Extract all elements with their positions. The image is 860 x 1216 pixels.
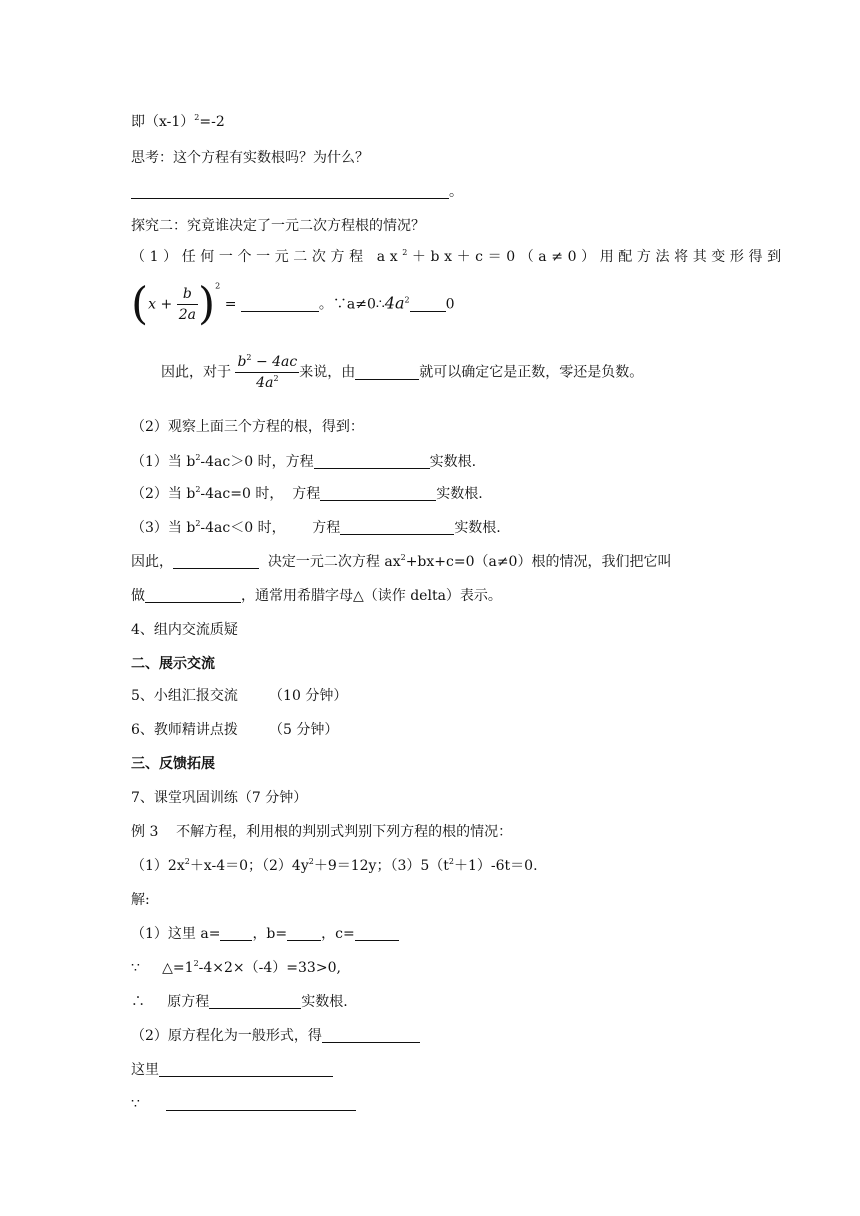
coefficients-line: （1）这里 a= ，b= ，c= [131, 924, 399, 944]
here-line: 这里 [131, 1060, 333, 1080]
example-equations: $(1)2x^2+x-4=0$；$(2)4y^2+9=12y$；$(3)5(t^2+1)-6t=0$. [131, 857, 538, 874]
think-question: 思考：这个方程有实数根吗？为什么？ [131, 150, 369, 166]
class-practice: 7、课堂巩固训练（7 分钟） [131, 790, 308, 806]
a-blank[interactable] [220, 925, 252, 941]
solution-label: 解: [131, 892, 150, 908]
root-conclusion-blank[interactable] [209, 993, 301, 1009]
equation-blank[interactable] [241, 296, 319, 312]
case-positive-blank[interactable] [314, 453, 430, 469]
discriminant-sentence: 因此，对于 $\frac{b^2 - 4ac}{4a^2}$ 来说，由 就可以确定它是正数，零还是负数。 [161, 353, 644, 391]
observe-roots: （2）观察上面三个方程的根，得到： [131, 419, 364, 435]
root-conclusion: ∴ 原方程 实数根. [131, 994, 348, 1010]
group-report: 5、小组汇报交流 （10 分钟） [131, 688, 348, 704]
case-negative: （3）当 $b^2-4ac<0$ 时， 方程 实数根. [131, 519, 501, 536]
section-three-heading: 三、反馈拓展 [131, 756, 215, 772]
conclusion-line-1: 因此， 决定一元二次方程 $ax^2+bx+c=0(a\ne 0)$根的情况，我们把它叫 [131, 553, 672, 570]
case-positive: （1）当 $b^2-4ac>0$ 时，方程 实数根. [131, 453, 477, 470]
teacher-explain: 6、教师精讲点拨 （5 分钟） [131, 722, 339, 738]
group-discussion: 4、组内交流质疑 [131, 622, 238, 638]
example-3: 例 3 不解方程，利用根的判别式判别下列方程的根的情况： [131, 824, 513, 840]
c-blank[interactable] [355, 925, 399, 941]
general-form-line: （2）原方程化为一般形式，得 [131, 1026, 420, 1046]
conclusion-line-2: 做 ，通常用希腊字母△（读作 delta）表示。 [131, 588, 502, 604]
determiner-blank[interactable] [355, 364, 419, 380]
line-1: 即$(x-1)^2=-2$ [131, 113, 225, 130]
general-form-blank[interactable] [322, 1027, 420, 1043]
here-blank[interactable] [159, 1061, 333, 1077]
because-blank[interactable] [166, 1095, 356, 1111]
because-line: ∵ [131, 1094, 356, 1114]
answer-blank[interactable] [131, 183, 449, 199]
section-two-heading: 二、展示交流 [131, 656, 215, 672]
answer-line: 。 [131, 182, 463, 202]
explore-item-1: （1）任何一个一元二次方程 $ax^2+bx+c=0(a\ne 0)$用配方法将其变形得到 [131, 248, 786, 265]
explore-two-heading: 探究二：究竟谁决定了一元二次方程根的情况？ [131, 218, 425, 234]
case-zero-blank[interactable] [320, 485, 436, 501]
completing-square-equation: (x + $\frac{b}{2a}$ )$^2$ = 。$\because a\ne 0\therefore 4a^2$ 0 [131, 278, 455, 330]
sign-blank[interactable] [410, 296, 446, 312]
conclusion-blank-1[interactable] [173, 553, 259, 569]
b-blank[interactable] [287, 925, 321, 941]
case-zero: （2）当 $b^2-4ac=0$ 时， 方程 实数根. [131, 485, 483, 502]
conclusion-blank-2[interactable] [145, 587, 241, 603]
case-negative-blank[interactable] [340, 519, 454, 535]
discriminant-calc: ∵ $\triangle=1^2-4\times 2\times(-4)=33>0$, [131, 959, 341, 976]
